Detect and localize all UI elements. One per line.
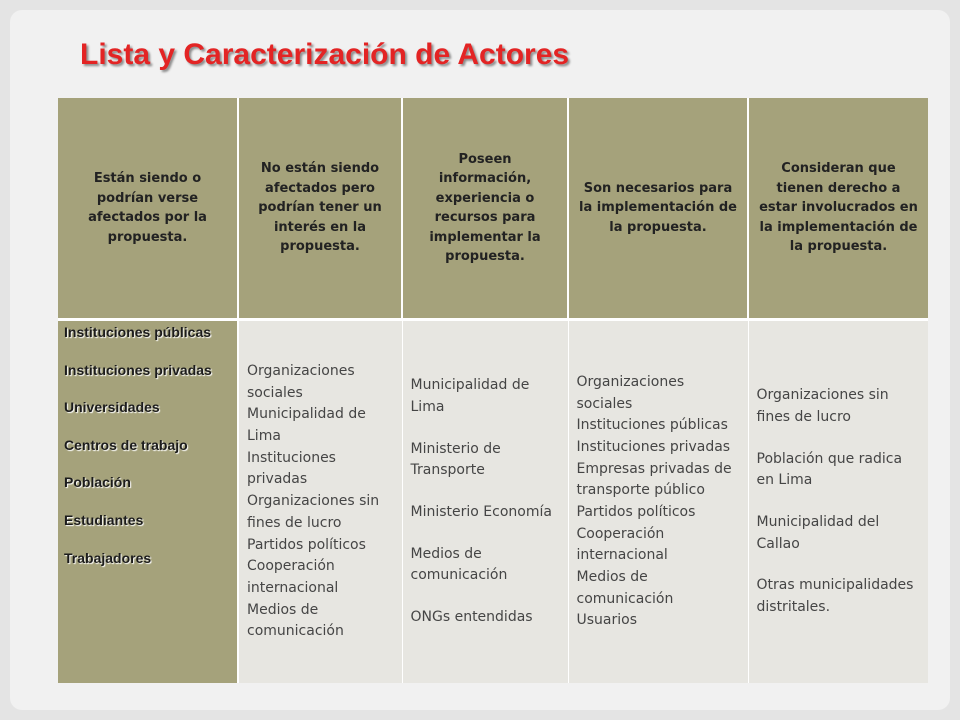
actor-item: Población xyxy=(64,474,131,491)
header-entitled: Consideran que tienen derecho a estar involucrados en la implementación de la propuesta. xyxy=(748,98,928,320)
actor-item: Universidades xyxy=(64,399,160,416)
list-item: Instituciones públicas xyxy=(576,417,728,434)
actor-item: Trabajadores xyxy=(64,549,152,566)
list-item: Instituciones privadas xyxy=(247,449,336,488)
list-item: Otras municipalidades distritales. xyxy=(756,577,914,616)
actors-table xyxy=(58,98,928,683)
list-item: Cooperación internacional xyxy=(247,558,339,596)
actor-item: Instituciones públicas xyxy=(64,324,212,340)
interested-cell xyxy=(238,320,402,684)
actor-item: Centros de trabajo xyxy=(64,436,188,453)
actor-item: Instituciones privadas xyxy=(64,361,212,378)
body-row xyxy=(58,320,928,684)
slide xyxy=(10,10,950,710)
list-item: Población que radica en Lima xyxy=(756,450,903,489)
header-interested: No están siendo afectados pero podrían tener un interés en la propuesta. xyxy=(238,98,402,320)
list-item: Organizaciones sociales xyxy=(247,363,355,401)
necessary-cell xyxy=(568,320,748,684)
list-item: Usuarios xyxy=(576,612,637,629)
list-item: Empresas privadas de transporte público xyxy=(576,460,732,499)
list-item: Cooperación internacional xyxy=(576,525,668,564)
list-item: Partidos políticos xyxy=(576,504,696,520)
list-item: Organizaciones sin fines de lucro xyxy=(756,387,889,425)
list-item: Municipalidad de Lima xyxy=(247,406,366,445)
actor-item: Estudiantes xyxy=(64,511,144,528)
list-item: Medios de comunicación xyxy=(247,601,344,640)
slide-title: Lista y Caracterización de Actores xyxy=(80,38,570,71)
header-affected: Están siendo o podrían verse afectados por la propuesta. xyxy=(58,98,238,320)
entitled-cell xyxy=(748,320,928,684)
list-item: Ministerio Economía xyxy=(410,504,552,520)
list-item: Partidos políticos xyxy=(247,536,366,553)
list-item: Instituciones privadas xyxy=(576,438,731,455)
header-resources: Poseen información, experiencia o recursos para implementar la propuesta. xyxy=(402,98,568,320)
list-item: Municipalidad del Callao xyxy=(756,514,880,552)
header-row xyxy=(58,98,928,320)
list-item: ONGs entendidas xyxy=(410,609,533,626)
list-item: Ministerio de Transporte xyxy=(410,440,501,479)
list-item: Medios de comunicación xyxy=(576,569,674,607)
resources-cell xyxy=(402,320,568,684)
list-item: Organizaciones sin fines de lucro xyxy=(247,493,380,531)
header-necessary: Son necesarios para la implementación de la propuesta. xyxy=(568,98,748,320)
list-item: Organizaciones sociales xyxy=(576,373,685,412)
list-item: Municipalidad de Lima xyxy=(410,377,530,415)
list-item: Medios de comunicación xyxy=(410,545,508,584)
actors-cell xyxy=(58,320,238,684)
